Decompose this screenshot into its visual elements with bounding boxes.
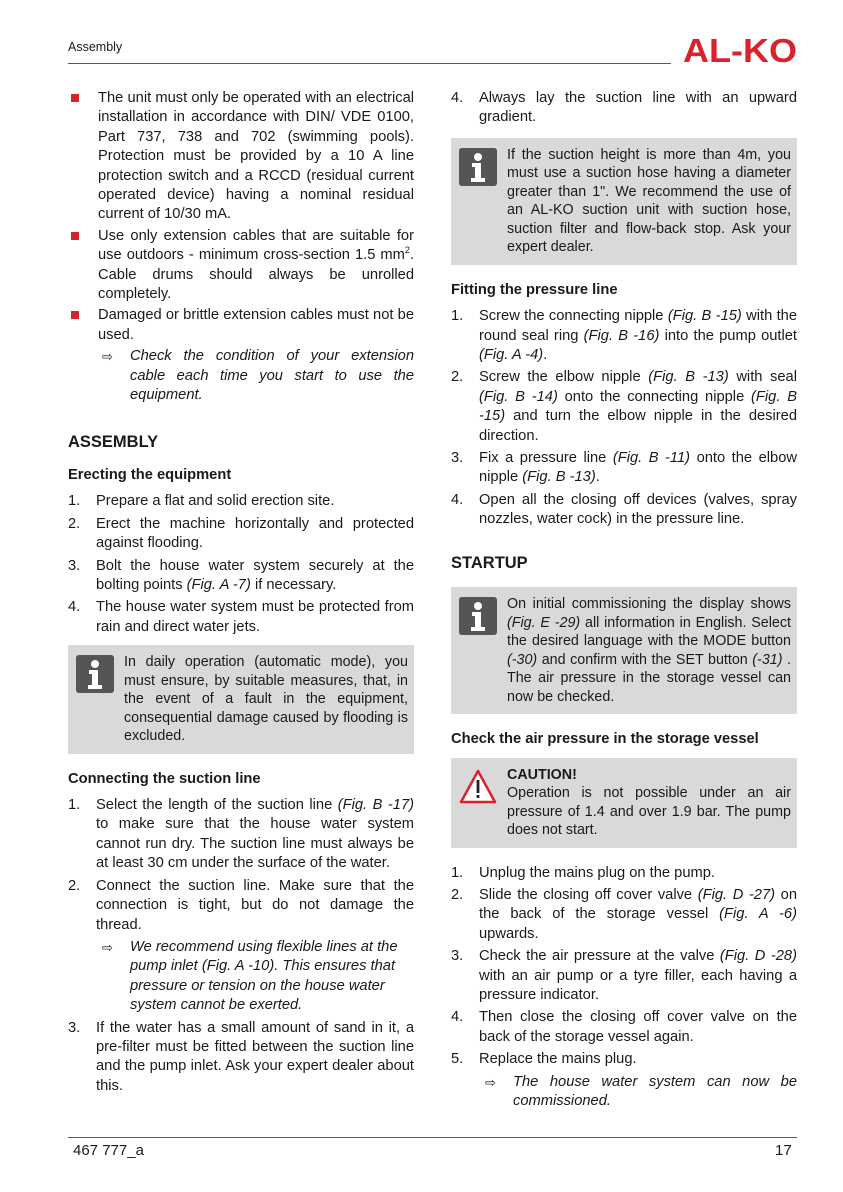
info-icon — [459, 597, 497, 635]
right-column — [451, 89, 797, 1111]
list-item: 2. Slide the closing off cover valve (Fig. D -27) on the back of the storage vessel (Fig. A -6) upwards. — [451, 886, 797, 942]
list-item: 1. Select the length of the suction line (Fig. B -17) to make sure that the house water system cannot run dry. The suction line must always be at least 30 cm under the surface of the water. — [68, 797, 414, 872]
info-note: In daily operation (automatic mode), you must ensure, by suitable measures, that, in the event of a fault in the equipment, consequential damage caused by flooding is excluded. — [68, 645, 414, 754]
list-item: 2. Connect the suction line. Make sure that the connection is tight, but do not damage the thread. — [68, 877, 414, 933]
list-item: 3. Check the air pressure at the valve (Fig. D -28) with an air pump or a tyre filler, each having a pressure indicator. — [451, 948, 797, 1003]
assembly-heading: ASSEMBLY — [68, 432, 159, 451]
check-heading: Check the air pressure in the storage vessel — [451, 731, 759, 748]
hollow-arrow-icon: ⇨ — [485, 1074, 496, 1090]
warning-triangle-icon — [459, 768, 497, 806]
list-item: 3. Bolt the house water system securely at the bolting points (Fig. A -7) if necessary. — [68, 557, 414, 593]
list-item: 1. Prepare a flat and solid erection site. — [68, 493, 335, 510]
bullet-icon — [71, 311, 79, 319]
list-item: 2. Screw the elbow nipple (Fig. B -13) with seal (Fig. B -14) onto the connecting nipple (Fig. B -15) and turn the elbow nipple in the desired direction. — [451, 369, 797, 444]
document-id: 467 777_a — [73, 1142, 144, 1159]
list-item: 4. Open all the closing off devices (valves, spray nozzles, water cock) in the pressure line. — [451, 491, 797, 528]
info-icon — [459, 148, 497, 186]
list-item: 4. Then close the closing off cover valve on the back of the storage vessel again. — [451, 1009, 797, 1045]
info-note: If the suction height is more than 4m, you must use a suction hose having a diameter greater than 1". We recommend the use of an AL-KO suction unit with suction hose, suction filter and flow-back stop. Ask your expert dealer. — [451, 138, 797, 265]
info-note: On initial commissioning the display shows (Fig. E -29) all information in English. Select the desired language with the MODE button (-30) and confirm with the SET button (-31) . The air pressure in the storage vessel can now be checked. — [451, 587, 797, 714]
info-icon — [76, 655, 114, 693]
list-item: The unit must only be operated with an electrical installation in accordance with DIN/ VDE 0100, Part 737, 738 and 702 (swimming pools). Protection must be provided by a 10 A line protection switch and a RCCD (residual current operated device) having a nominal residual current of 10/30 mA. — [68, 89, 414, 225]
page-number: 17 — [775, 1142, 792, 1159]
list-item: 3. If the water has a small amount of sand in it, a pre-filter must be fitted between the suction line and the pump inlet. Ask your expert dealer about this. — [68, 1019, 414, 1094]
caution-note: CAUTION! Operation is not possible under an air pressure of 1.4 and over 1.9 bar. The pump does not start. — [451, 758, 797, 848]
erecting-heading: Erecting the equipment — [68, 466, 232, 483]
footer-rule — [68, 1137, 797, 1138]
list-item: 4. The house water system must be protected from rain and direct water jets. — [68, 599, 414, 635]
list-item: 3. Fix a pressure line (Fig. B -11) onto the elbow nipple (Fig. B -13). — [451, 450, 797, 486]
list-item: 5. Replace the mains plug. — [451, 1051, 637, 1068]
svg-text:AL-KO: AL-KO — [683, 35, 797, 67]
list-item: 4. Always lay the suction line with an upward gradient. — [451, 90, 797, 126]
header-rule — [68, 63, 671, 64]
al-ko-logo — [683, 35, 797, 67]
list-item: Use only extension cables that are suitable for use outdoors - minimum cross-section 1.5 $mm^2$. Cable drums should always be unrolled completely. — [68, 227, 414, 305]
list-item: 1. Unplug the mains plug on the pump. — [451, 864, 715, 881]
bullet-icon — [71, 94, 79, 102]
result-item: ⇨ We recommend using flexible lines at the pump inlet (Fig. A -10). This ensures that pressure or tension on the house water system cannot be exerted. — [102, 938, 398, 1014]
hollow-arrow-icon: ⇨ — [102, 939, 113, 955]
pressure-heading: Fitting the pressure line — [451, 281, 618, 298]
suction-heading: Connecting the suction line — [68, 770, 261, 787]
hollow-arrow-icon: ⇨ — [102, 349, 113, 365]
list-item: 2. Erect the machine horizontally and protected against flooding. — [68, 515, 414, 552]
startup-heading: STARTUP — [451, 553, 528, 572]
header-section-title: Assembly — [68, 40, 123, 54]
caution-title: CAUTION! — [507, 766, 577, 783]
left-column — [68, 89, 414, 1099]
list-item: Damaged or brittle extension cables must not be used. — [68, 306, 414, 345]
list-item: 1. Screw the connecting nipple (Fig. B -15) with the round seal ring (Fig. B -16) into the pump outlet (Fig. A -4). — [451, 308, 798, 364]
result-item: ⇨ The house water system can now be commissioned. — [485, 1073, 797, 1109]
result-item: ⇨ Check the condition of your extension cable each time you start to use the equipment. — [102, 348, 414, 404]
bullet-icon — [71, 232, 79, 240]
